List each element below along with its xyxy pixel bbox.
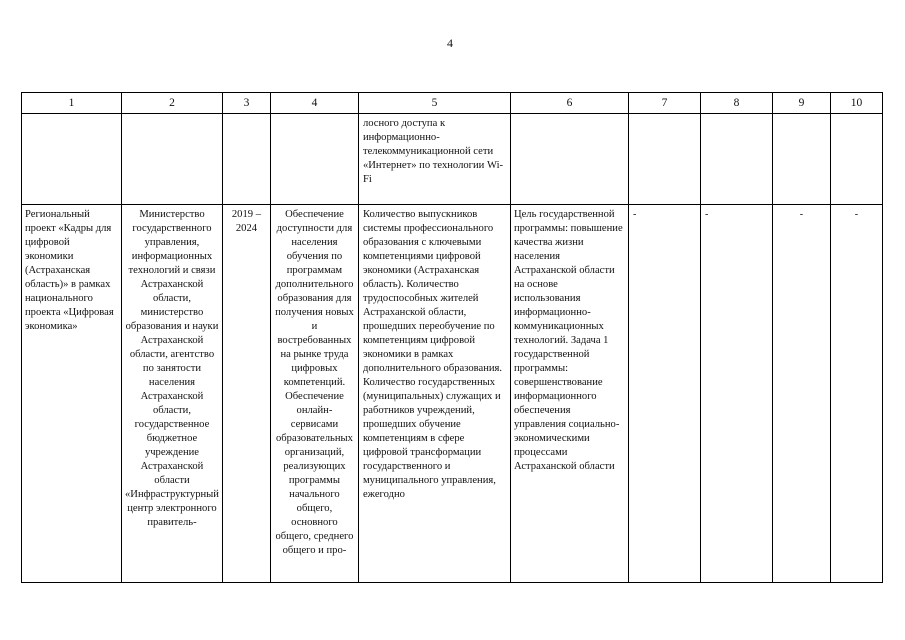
goal-cell: Цель государственной программы: повышение качества жизни населения Астраханской области на основе использования информационно-коммуникационных технологий. Задача 1 государственной программы: совершенствование информационного обеспечения управления социально-экономическими процессами Астраханской области [510, 205, 628, 583]
column-header: 7 [628, 93, 700, 114]
column-header: 6 [510, 93, 628, 114]
description-cell: Обеспечение доступности для населения обучения по программам дополнительного образования для получения новых и востребованных на рынке труда цифровых компетенций. Обеспечение онлайн-сервисами образовательных организаций, реализующих программы начального общего, основного общего, среднего общего и про- [270, 205, 358, 583]
project-name-cell: Региональный проект «Кадры для цифровой экономики (Астраханская область)» в рамках национального проекта «Цифровая экономика» [22, 205, 122, 583]
indicators-cell: Количество выпускников системы профессионального образования с ключевыми компетенциями цифровой экономики (Астраханская область). Количество трудоспособных жителей Астраханской области, прошедших переобучение по компетенциям цифровой экономики в рамках дополнительного образования. Количество государственных (муниципальных) служащих и работников учреждений, прошедших обучение компетенциям в сфере цифровой трансформации государственного и муниципального управления, ежегодно [358, 205, 510, 583]
table-cell [510, 114, 628, 205]
table-cell [270, 114, 358, 205]
column-header: 5 [358, 93, 510, 114]
table-cell [122, 114, 223, 205]
value-cell-10: - [830, 205, 882, 583]
value-cell-8: - [700, 205, 772, 583]
value-cell-9: - [772, 205, 830, 583]
page-number: 4 [447, 36, 453, 50]
column-header: 9 [772, 93, 830, 114]
program-table [21, 92, 883, 583]
column-header: 2 [122, 93, 223, 114]
table-row-continuation [22, 114, 883, 205]
column-header: 3 [222, 93, 270, 114]
table-cell [700, 114, 772, 205]
value-cell-7: - [628, 205, 700, 583]
executors-cell: Министерство государственного управления, информационных технологий и связи Астраханской области, министерство образования и науки Астраханской области, агентство по занятости населения Астраханской области, государственное бюджетное учреждение Астраханской области «Инфраструктурный центр электронного правитель- [122, 205, 223, 583]
column-header: 8 [700, 93, 772, 114]
period-cell: 2019 – 2024 [222, 205, 270, 583]
table-header-row [22, 93, 883, 114]
table-cell [22, 114, 122, 205]
table-cell [628, 114, 700, 205]
table-cell-indicator-continued: лосного доступа к информационно-телекоммуникационной сети «Интернет» по технологии Wi-Fi [358, 114, 510, 205]
column-header: 10 [830, 93, 882, 114]
table-row-project [22, 205, 883, 583]
table-cell [830, 114, 882, 205]
table-cell [772, 114, 830, 205]
column-header: 4 [270, 93, 358, 114]
column-header: 1 [22, 93, 122, 114]
table-cell [222, 114, 270, 205]
